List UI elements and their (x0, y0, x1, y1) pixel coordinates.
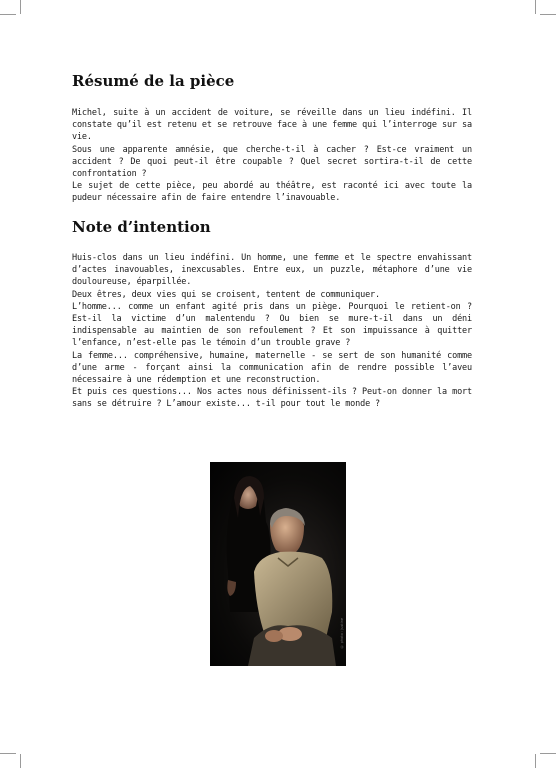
summary-paragraph: Le sujet de cette pièce, peu abordé au théâtre, est raconté ici avec toute la pudeur nécessaire afin de faire entendre l’inavouable. (72, 181, 472, 204)
intention-text (72, 252, 472, 411)
intention-heading: Note d’intention (72, 218, 211, 236)
crop-mark (535, 754, 536, 768)
crop-mark (540, 14, 556, 15)
play-photo (210, 462, 346, 666)
crop-mark (0, 753, 16, 754)
summary-paragraph: Michel, suite à un accident de voiture, se réveille dans un lieu indéfini. Il constate qu’il est retenu et se retrouve face à une femme qui l’interroge sur sa vie. (72, 108, 472, 143)
intention-paragraph: Et puis ces questions... Nos actes nous définissent-ils ? Peut-on donner la mort sans se détruire ? L’amour existe... t-il pour tout le monde ? (72, 387, 472, 410)
crop-mark (0, 14, 16, 15)
crop-mark (535, 0, 536, 14)
summary-text (72, 107, 472, 205)
intention-paragraph: Huis-clos dans un lieu indéfini. Un homme, une femme et le spectre envahissant d’actes inavouables, inexcusables. Entre eux, un puzzle, métaphore d’une vie douloureuse, éparpillée. (72, 253, 472, 288)
intention-paragraph: La femme... compréhensive, humaine, maternelle - se sert de son humanité comme d’une arme - forçant ainsi la communication afin de rendre possible l’aveu nécessaire à une rédemption et une reconstruction. (72, 350, 472, 386)
intention-paragraph: L’homme... comme un enfant agité pris dans un piège. Pourquoi le retient-on ? Est-il la victime d’un malentendu ? Ou bien se mure-t-il dans un déni indispensable au maintien de son refoulement ? Et son impuissance à quitter l’enfance, n’est-elle pas le témoin d’un trouble grave ? (72, 301, 472, 349)
photo-illustration (210, 462, 346, 666)
summary-heading: Résumé de la pièce (72, 72, 235, 90)
intention-paragraph: Deux êtres, deux vies qui se croisent, tentent de communiquer. (72, 289, 380, 300)
summary-paragraph: Sous une apparente amnésie, que cherche-t-il à cacher ? Est-ce vraiment un accident ? De quoi peut-il être coupable ? Quel secret sortira-t-il de cette confrontation ? (72, 144, 472, 180)
photo-credit: © photo : Justine (340, 617, 344, 648)
crop-mark (20, 754, 21, 768)
crop-mark (20, 0, 21, 14)
crop-mark (540, 753, 556, 754)
